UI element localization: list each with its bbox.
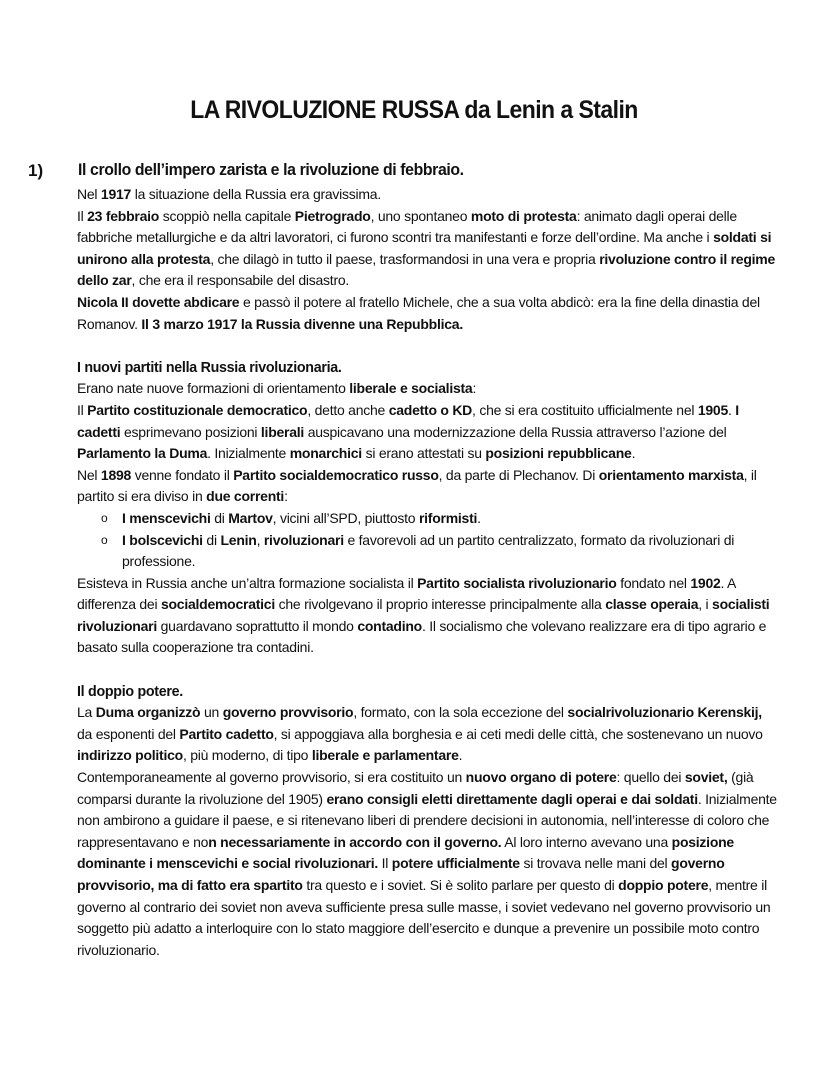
bold-text: I menscevichi	[122, 509, 211, 526]
bold-text: monarchici	[289, 445, 362, 462]
bold-text: 1898	[100, 466, 132, 483]
bold-text: orientamento marxista	[598, 466, 744, 483]
bold-text: Partito costituzionale democratico	[87, 401, 308, 418]
list-item	[77, 530, 777, 573]
paragraph: Erano nate nuove formazioni di orientamento liberale e socialista:	[77, 380, 477, 397]
paragraph: Nel 1917 la situazione della Russia era gravissima.	[77, 186, 381, 202]
bold-text: potere ufficialmente	[391, 855, 520, 872]
bold-text: 23 febbraio	[87, 207, 160, 224]
bold-text: nuovo organo di potere	[465, 769, 617, 786]
section-number: 1)	[28, 161, 44, 180]
bold-text: rivoluzione contro il regime dello zar	[77, 250, 776, 289]
spacer	[77, 659, 777, 681]
party-currents-list	[77, 508, 777, 573]
paragraph: Esisteva in Russia anche un’altra formazione socialista il Partito socialista rivoluzionario fondato nel 1902. A differenza dei socialdemocratici che rivolgevano il proprio interesse principalmente alla classe operaia, i socialisti rivoluzionari guardavano soprattutto il mondo contadino. Il socialismo che volevano realizzare era di tipo agrario e basato sulla cooperazione tra contadini.	[77, 574, 770, 656]
bold-text: liberale e parlamentare	[311, 747, 459, 764]
bullet-circle-icon: o	[101, 532, 108, 547]
paragraph: Nel 1898 venne fondato il Partito socialdemocratico russo, da parte di Plechanov. Di orientamento marxista, il partito si era diviso in due correnti:	[77, 466, 757, 505]
bold-text: Parlamento la Duma	[77, 445, 208, 462]
document-body	[77, 184, 777, 961]
bold-text: cadetto o KD	[388, 401, 473, 418]
bold-text: classe operaia	[605, 596, 699, 613]
bold-text: Partito socialista rivoluzionario	[417, 574, 617, 591]
bold-text: liberali	[260, 423, 305, 440]
bold-text: liberale e socialista	[349, 380, 473, 397]
bold-text: soviet,	[684, 769, 728, 786]
bold-text: Lenin	[220, 531, 257, 548]
bold-text: rivoluzionari	[263, 531, 344, 548]
bold-text: Duma organizzò	[95, 704, 201, 721]
section-double-power	[77, 681, 777, 962]
section-parties	[77, 357, 777, 659]
bold-text: governo provvisorio, ma di fatto era spartito	[77, 855, 725, 893]
bold-text: Pietrogrado	[294, 207, 371, 224]
bold-text: riformisti	[418, 509, 478, 526]
list-item-text: I bolscevichi di Lenin, rivoluzionari e favorevoli ad un partito centralizzato, formato da rivoluzionari di professione.	[122, 531, 735, 570]
list-item-text: I menscevichi di Martov, vicini all’SPD, piuttosto riformisti.	[122, 509, 481, 526]
bold-text: Martov	[228, 509, 273, 526]
bullet-circle-icon: o	[101, 510, 108, 525]
bold-text: contadino	[357, 617, 422, 634]
bold-text: socialisti rivoluzionari	[77, 596, 770, 634]
list-item	[77, 508, 777, 530]
bold-text: indirizzo politico	[77, 747, 183, 764]
spacer	[77, 335, 777, 357]
bold-text: socialdemocratici	[160, 596, 275, 613]
bold-text: Partito cadetto	[179, 725, 274, 742]
paragraph: Il 23 febbraio scoppiò nella capitale Pietrogrado, uno spontaneo moto di protesta: animato dagli operai delle fabbriche metallurgiche e da altri lavoratori, ci furono scontri tra manifestanti e forze dell’ordine. Ma anche i soldati si unirono alla protesta, che dilagò in tutto il paese, trasformandosi in una vera e propria rivoluzione contro il regime dello zar, che era il responsabile del disastro.	[77, 207, 776, 289]
bold-text: soldati si unirono alla protesta	[77, 229, 772, 267]
bold-text: governo provvisorio	[222, 704, 354, 721]
bold-text: I cadetti	[77, 401, 739, 440]
bold-text: Nicola II dovette abdicare	[77, 293, 240, 310]
bold-text: I bolscevichi	[122, 531, 203, 548]
section-1-content	[77, 184, 777, 335]
bold-text: moto di protesta	[470, 207, 577, 224]
subsection-heading: Il doppio potere.	[77, 682, 183, 700]
document-title: LA RIVOLUZIONE RUSSA da Lenin a Stalin	[190, 96, 638, 124]
bold-text: 1905	[697, 401, 729, 418]
subsection-heading: I nuovi partiti nella Russia rivoluzionaria.	[77, 358, 342, 376]
bold-text: 1902	[690, 574, 721, 591]
paragraph: Il Partito costituzionale democratico, detto anche cadetto o KD, che si era costituito ufficialmente nel 1905. I cadetti esprimevano posizioni liberali auspicavano una modernizzazione della Russia attraverso l’azione del Parlamento la Duma. Inizialmente monarchici si erano attestati su posizioni repubblicane.	[77, 401, 739, 462]
bold-text: posizione dominante i menscevichi e social rivoluzionari.	[77, 833, 734, 872]
section-heading: Il crollo dell’impero zarista e la rivoluzione di febbraio.	[78, 160, 464, 179]
bold-text: socialrivoluzionario Kerenskij,	[567, 704, 762, 721]
bold-text: Partito socialdemocratico russo	[233, 466, 439, 483]
bold-text: doppio potere	[618, 877, 709, 893]
bold-text: erano consigli eletti direttamente dagli operai e dai soldati	[326, 790, 698, 807]
bold-text: n necessariamente in accordo con il governo.	[208, 833, 502, 850]
bold-text: due correnti	[206, 488, 285, 505]
bold-text: 1917	[100, 186, 132, 202]
paragraph: La Duma organizzò un governo provvisorio, formato, con la sola eccezione del socialrivoluzionario Kerenskij, da esponenti del Partito cadetto, si appoggiava alla borghesia e ai ceti medi delle città, che sostenevano un nuovo indirizzo politico, più moderno, di tipo liberale e parlamentare.	[77, 704, 763, 764]
paragraph: Contemporaneamente al governo provvisorio, si era costituito un nuovo organo di potere: quello dei soviet, (già comparsi durante la rivoluzione del 1905) erano consigli eletti direttamente dagli operai e dai soldati. Inizialmente non ambirono a guidare il paese, e si ritenevano liberi di prendere decisioni in autonomia, nell’interesse di coloro che rappresentavano e non necessariamente in accordo con il governo. Al loro interno avevano una posizione dominante i menscevichi e social rivoluzionari. Il potere ufficialmente si trovava nelle mani del governo provvisorio, ma di fatto era spartito tra questo e i soviet. Si è solito parlare per questo di doppio potere, mentre il governo al contrario dei soviet non aveva sufficiente presa sulle masse, i soviet vedevano nel governo provvisorio un soggetto più adatto a interloquire con lo stato maggiore dell’esercito e dunque a prevenire un possibile moto contro rivoluzionario.	[77, 769, 777, 958]
bold-text: posizioni repubblicane	[485, 445, 632, 462]
paragraph: Nicola II dovette abdicare e passò il potere al fratello Michele, che a sua volta abdicò: era la fine della dinastia del Romanov. Il 3 marzo 1917 la Russia divenne una Repubblica.	[77, 293, 760, 332]
bold-text: Il 3 marzo 1917 la Russia divenne una Repubblica.	[141, 315, 463, 332]
